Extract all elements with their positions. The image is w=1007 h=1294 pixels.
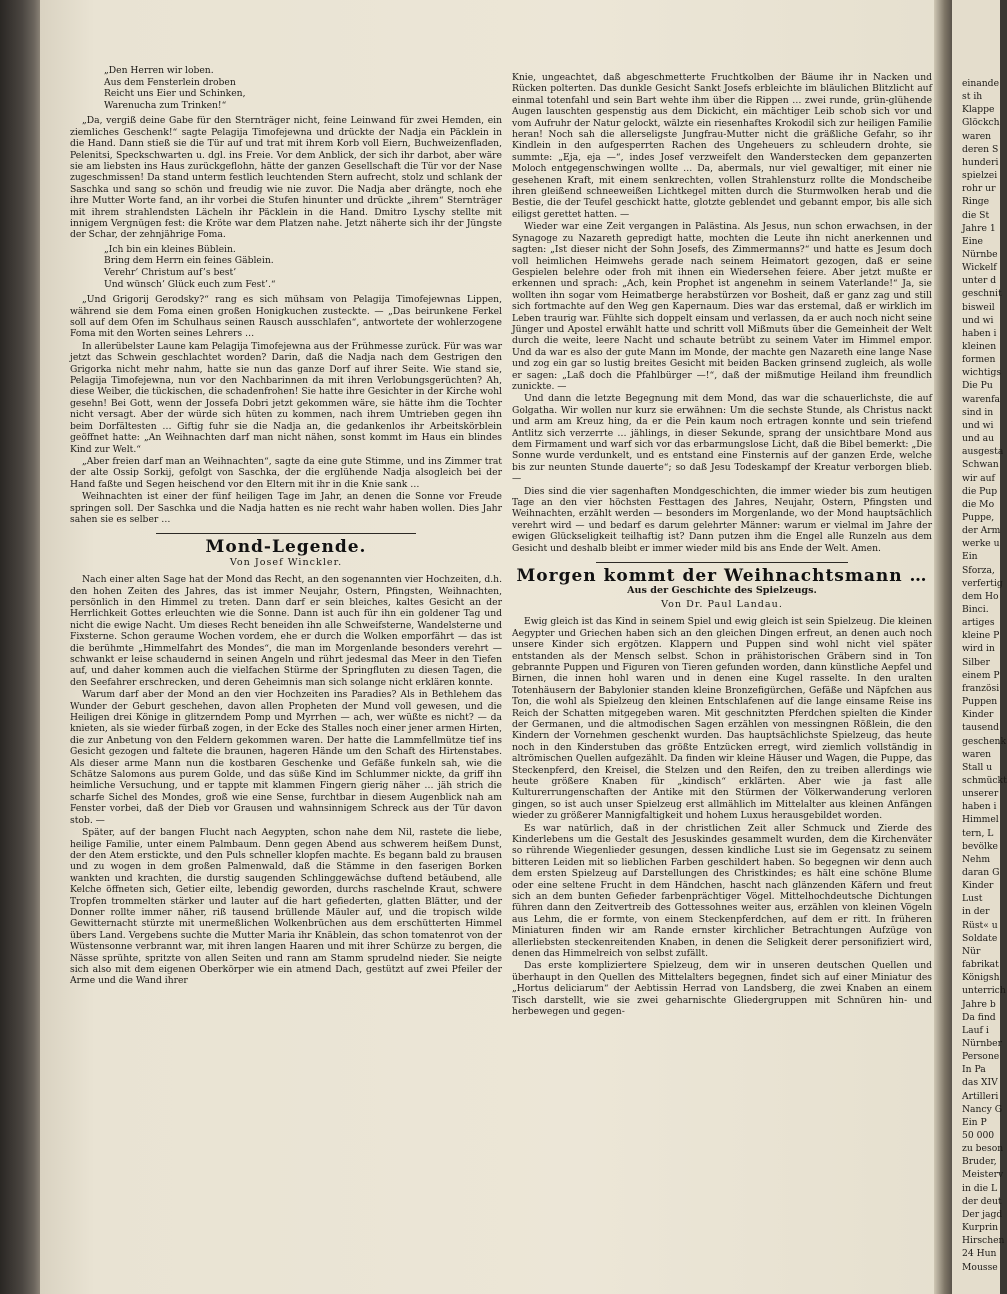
next-page-fragment: deren S (962, 143, 999, 155)
next-page-fragment: warenfa (962, 393, 1000, 405)
next-page-fragment: hunderi (962, 156, 999, 168)
next-page-fragment: Persone (962, 1051, 1000, 1063)
next-page-fragment: haben i (962, 801, 997, 813)
next-page-fragment: haben i (962, 327, 997, 339)
next-page-fragment: Nürnber (962, 1037, 1002, 1049)
next-page-fragment: daran G (962, 867, 1000, 878)
next-page-fragment: Ein P (962, 1116, 987, 1128)
next-page-fragment: Stall u (962, 761, 993, 773)
verse-line: Verehr’ Christum auf’s best’ (104, 267, 237, 279)
next-page-fragment: Schwan (962, 459, 999, 471)
right-column (512, 72, 932, 1019)
verse-line: Bring dem Herrn ein feines Gäblein. (104, 255, 274, 267)
next-page-fragment: Jahre b (962, 998, 996, 1010)
next-page-fragment: französi (962, 682, 1000, 694)
story-paragraph: „Da, vergiß deine Gabe für den Sternträger nicht, feine Leinwand für zwei Hemden, ein ziemliches Geschenk!“ sagte Pelagija Timofejewna und drückte der Nadja ein Päcklein in die Hand. Dann stieß sie die Tür auf und trat mit ihrem Korb voll Eiern, Buchweizenfladen, Pelenitsi, Speckschwarten u. dgl. ins Freie. Vor dem Anblick, der sich ihr darbot, aber wäre sie am liebsten ins Haus zurückgeflohn, hätte der ganzen Gesellschaft die Tür vor der Nase zugeschmissen! Da stand unterm festlich leuchtenden Stern aufrecht, stolz und schlank der Saschka und sang so schön und freudig wie nie zuvor. Die Nadja aber drängte, noch ehe ihre Mutter Worte fand, an ihr vorbei die Stufen hinunter und drückte „ihrem“ Sternträger mit ihrem strahlendsten Lächeln ihr Päcklein in die Hand. Dmitro Lyschy stellte mit innigem Vergnügen fest: die Kröte war dem Platzen nahe. Jetzt näherte sich ihr der Jüngste der Schar, der zehnjährige Foma. (70, 115, 502, 241)
next-page-edge (952, 0, 1007, 1294)
next-page-fragment: Bruder, (962, 1156, 997, 1168)
next-page-fragment: Meisterv (962, 1169, 1004, 1181)
next-page-fragment: unter d (962, 275, 997, 287)
next-page-fragment: Da find (962, 1011, 996, 1023)
book-binding (0, 0, 40, 1294)
next-page-fragment: dem Ho (962, 590, 999, 602)
article-author: Von Dr. Paul Landau. (661, 598, 783, 610)
next-page-fragment: Ringe (962, 196, 990, 208)
next-page-fragment: kleinen (962, 341, 997, 352)
next-page-fragment: tausend (962, 722, 1000, 734)
next-page-fragment: Silber (962, 656, 990, 668)
toy-history-paragraph: Es war natürlich, daß in der christlichen Zeit aller Schmuck und Zierde des Kinderlebens um die Gestalt des Jesuskindes gesammelt wurden, dem die Kirchenväter so rührende Wiegenlieder gesungen, dessen kindliche Lust sie im Gegensatz zu seinem bitteren Leiden mit so lieblichen Farben geschildert haben. So begegnen wir denn auch dem ersten Spielzeug auf Darstellungen des Christkindes; es hält eine schöne Blume oder eine seltene Frucht in dem Händchen, hascht nach glänzenden Käfern und freut sich an dem bunten Gefieder farbenprächtiger Vögel. Mittelhochdeutsche Dichtungen führen dann den Zeitvertreib des Gottessohnes weiter aus, erzählen von kleinen Vögeln aus Lehm, die er formte, von einem Steckenpferdchen, auf dem er ritt. In früheren Miniaturen finden wir am Rande ernster kirchlicher Betrachtungen Aufzüge von allerliebsten steckenreitenden Knaben, in denen die Seligkeit derer personifiziert wird, denen das Himmelreich von selbst zufällt. (512, 822, 932, 960)
next-page-fragment: Himmel (962, 814, 999, 826)
story-paragraph: In allerübelster Laune kam Pelagija Timofejewna aus der Frühmesse zurück. Für was war jetzt das Schwein geschlachtet worden? Darin, daß die Nadja nach dem Gestrigen den Grigorka nicht mehr nahm, hatte sie nun das ganze Dorf auf ihrer Seite. Wie stand sie, Pelagija Timofejewna, nun vor den Nachbarinnen da mit ihren Verlobungsgerüchten? Ah, diese Weiber, die tückischen, die schadenfrohen! Sie hatte ihre Gesichter in der Kirche wohl gesehn! Bei Gott, wenn der Jossefa Dobri jetzt gekommen wäre, sie hätte ihm die Tochter nicht versagt. Aber der würde sich hüten zu kommen, nach ihrem Umtrieben gegen ihn beim Dorfältesten … Giftig fuhr sie die Nadja an, die gedankenlos ihr Arbeitskörblein geöffnet hatte: „An Weihnachten darf man nicht nähen, sonst kommt im Haus ein blindes Kind zur Welt.“ (70, 340, 502, 455)
verse-line: Reicht uns Eier und Schinken, (104, 88, 246, 100)
verse-line: „Ich bin ein kleines Büblein. (104, 243, 236, 255)
next-page-fragment: Lust (962, 893, 983, 905)
verse-line: Und wünsch’ Glück euch zum Fest’.“ (104, 278, 276, 290)
verse-line: Warenucha zum Trinken!“ (104, 99, 227, 111)
next-page-fragment: Glöckch (962, 117, 1000, 129)
next-page-fragment: unterrich (962, 985, 1006, 997)
next-page-fragment: kleine P (962, 630, 1000, 642)
next-page-fragment: Lauf i (962, 1024, 989, 1036)
next-page-fragment: in die L (962, 1182, 998, 1194)
toy-history-paragraph: Das erste kompliziertere Spielzeug, dem wir in unseren deutschen Quellen und überhaupt in den Quellen des Mittelalters begegnen, findet sich auf einer Miniatur des „Hortus deliciarum“ der Aebtissin Herrad von Landsberg, die zwei Knaben an einem Tisch darstellt, wie sie zwei geharnischte Gliedergruppen mit Schnüren hin- und herbewegen und gegen- (512, 960, 932, 1018)
next-page-fragment: Puppen (962, 696, 998, 708)
next-page-fragment: Nür (962, 945, 981, 957)
next-page-fragment: artiges (962, 617, 995, 629)
story-paragraph: Weihnachten ist einer der fünf heiligen Tage im Jahr, an denen die Sonne vor Freude springen soll. Der Saschka und die Nadja hatten es nie recht wahr haben wollen. Dies Jahr sahen sie es selber … (70, 491, 502, 525)
article-title-mond-legende: Mond-Legende. (205, 537, 367, 558)
section-divider (596, 562, 848, 563)
next-page-fragment: Nehm (962, 853, 991, 865)
article-author: Von Josef Winckler. (229, 556, 343, 568)
verse-middle (104, 244, 502, 290)
next-page-fragment: waren (962, 748, 992, 760)
next-page-fragment: Klappe (962, 104, 995, 116)
next-page-fragment: der deut (962, 1195, 1002, 1207)
next-page-fragment: bisweil (962, 301, 995, 313)
legend-paragraph: Wieder war eine Zeit vergangen in Palästina. Als Jesus, nun schon erwachsen, in der Synagoge zu Nazareth gepredigt hatte, mochten die Leute ihn nicht anerkennen und sagten: „Ist dieser nicht der Sohn Josefs, des Zimmermanns?“ und hatte es Jesum doch voll heimlichen Heimwehs gerade nach seinem Heimatort gezogen, daß er seine Gespielen belehre oder froh mit ihnen ein Wiedersehen feiere. Aber jetzt mußte er erkennen und sprach: „Ach, kein Prophet ist angenehm in seinem Vaterlande!“ Ja, sie wollten ihn sogar vom Heimatberge herabstürzen vor Bosheit, daß er ganz zag und still sich fortmachte auf den Weg gen Kapernaum. Dies war das erstemal, daß er wirklich im Leben traurig war. Fühlte sich doppelt einsam und verlassen, da er auch noch nicht seine Jünger und Apostel erwählt hatte und schritt voll Mißmuts über die Gemeinheit der Welt durch die weite, leere Nacht und schaute betrübt zu seinem Vater im Himmel empor. Und da war es also der gute Mann im Monde, der machte gen Nazareth eine lange Nase und zog ein gar so lustig breites Gesicht mit beiden Backen grinsend zugleich, als wolle er sagen: „Laß doch die Pfahlbürger —!“, daß der mißmutige Heiland ihm freundlich zunickte. — (512, 221, 932, 392)
next-page-fragment: sind in (962, 406, 994, 418)
left-column (70, 62, 502, 988)
toy-history-paragraph: Ewig gleich ist das Kind in seinem Spiel und ewig gleich ist sein Spielzeug. Die kleinen Aegypter und Griechen haben sich an den gleichen Dingen erfreut, an denen auch noch unsere Kinder sich ergötzen. Klappern und Puppen sind wohl nicht viel später entstanden als der Mensch selbst. Schon in prähistorischen Gräbern sind in Ton gebrannte Puppen und Figuren von Tieren gefunden worden, dann künstliche Aepfel und Birnen, die innen hohl waren und in denen eine Kugel rasselte. In den uralten Totenhäusern der Babylonier standen kleine Bronzefigürchen, Gefäße und Näpfchen aus Ton, die wohl als Spielzeug den kleinen Entschlafenen auf die lange einsame Reise ins Reich der Schatten mitgegeben waren. Mit geschnitzten Pferdchen spielten die Kinder der Germanen, und die altmodischen Sagen erzählen von messingnen Rößlein, die den Kindern der Vornehmen geschenkt wurden. Das hauptsächlichste Spielzeug, das heute noch in den Kinderstuben das größte Entzücken erregt, wird ziemlich vollständig in altrömischen Quellen aufgezählt. Da finden wir kleine Häuser und Wagen, die Puppe, das Steckenpferd, den Kreisel, die Stelzen und den Reifen, den zu treiben allerdings wie heute größere Knaben für „kindisch“ erklärten. Aber wie ja fast alle Kulturerrungenschaften der Antike mit den Stürmen der Völkerwanderung verloren gingen, so ist auch unser Spielzeug erst allmählich im Mittelalter aus kleinen Anfängen wieder zu größerer Mannigfaltigkeit und hohem Luxus herausgebildet worden. (512, 616, 932, 822)
legend-paragraph: Später, auf der bangen Flucht nach Aegypten, schon nahe dem Nil, rastete die liebe, heilige Familie, unter einem Palmbaum. Denn gegen Abend aus schwerem heißem Dunst, der den Atem erstickte, und den Puls schneller klopfen machte. Es begann bald zu brausen und zu wogen in dem großen Palmenwald, daß die Stämme in den faserigen Borken wankten und krachten, die durstig saugenden Schlinggewächse duftend betäubend, alle Kelche öffneten sich, Getier eilte, lebendig geworden, durchs raschelnde Kraut, schwere Tropfen trommelten stärker und lauter auf die hart gefiederten, glatten Blätter, und der Donner rollte immer näher, riß tausend brüllende Mäuler auf, und die tropisch wilde Gewitternacht stürzte mit unermeßlichen Wolkenbrüchen aus dem erschütterten Himmel übers Land. Vergebens suchte die Mutter Maria ihr Knäblein, das schon tomatenrot von der Wüstensonne verbrannt war, mit ihren langen Haaren und mit ihrer Schürze zu bergen, die Nässe sprühte, spritzte von allen Seiten und rann am Stamm sprudelnd nieder. Sie neigte sich also mit dem eigenen Oberkörper wie ein atmend Dach, gestützt auf zwei Pfeiler der Arme und die Wand ihrer (70, 827, 502, 987)
next-page-fragment: wir auf (962, 472, 995, 484)
next-page-fragment: spielzei (962, 170, 998, 182)
next-page-fragment: schmückt (962, 774, 1007, 786)
next-page-fragment: die Mo (962, 498, 995, 510)
article-title-weihnachtsmann: Morgen kommt der Weihnachtsmann … (516, 566, 928, 587)
legend-paragraph: Warum darf aber der Mond an den vier Hochzeiten ins Paradies? Als in Bethlehem das Wunder der Geburt geschehen, davon allen Propheten der Mund voll gewesen, und die Heiligen drei Könige in glitzerndem Pomp und Myrrhen — ach, wer wüßte es nicht? — da knieten, als sie wieder fürbaß zogen, in der Ecke des Stalles noch einer jener armen Hirten, die zur Anbetung von den Feldern gekommen waren. Der hatte die Lammfellmütze tief ins Gesicht gezogen und faltete die braunen, hageren Hände um den Schaft des Hirtenstabes. Als dieser arme Mann nun die kostbaren Geschenke und Gefäße funkeln sah, wie die Schätze Salomons aus purem Golde, und das süße Kind im Schlummer nickte, da griff ihn heimliche Versuchung, und er tappte mit klammen Fingern gierig näher … jäh strich die scharfe Sichel des Mondes, groß wie eine Sense, furchtbar in diesem Augenblick nah am Fenster vorbei, daß der Dieb vor Grausen und wahnsinnigem Schreck aus der Tür davon stob. — (70, 689, 502, 826)
next-page-fragment: st ih (962, 91, 983, 103)
legend-paragraph: Dies sind die vier sagenhaften Mondgeschichten, die immer wieder bis zum heutigen Tage an den vier höchsten Festtagen des Jahres, Neujahr, Ostern, Pfingsten und Weihnachten, erzählt werden — besonders im Morgenlande, wo der Mond hauptsächlich verehrt wird — und bedarf es darum gelehrter Männer: warum er vielmal im Jahre der ewigen Glückseligkeit teilhaftig ist? Dann putzen ihm die Engel alle Runzeln aus dem Gesicht und deshalb bleibt er immer wieder mild bis ans Ende der Welt. Amen. (512, 485, 932, 554)
next-page-fragment: Sforza, (962, 564, 995, 576)
next-page-fragment: Königsh (962, 972, 1000, 984)
story-paragraph: „Aber freien darf man an Weihnachten“, sagte da eine gute Stimme, und ins Zimmer trat der alte Ossip Sorkij, gefolgt von Saschka, der die erglühende Nadja alsogleich bei der Hand faßte und Segen heischend vor den Eltern mit ihr in die Knie sank … (70, 455, 502, 490)
next-page-fragment: In Pa (962, 1064, 986, 1076)
next-page-fragment: in der (962, 906, 990, 918)
next-page-fragment: Puppe, (962, 511, 995, 523)
next-page-fragment: Jahre 1 (962, 222, 996, 234)
next-page-fragment: Hirschen (962, 1235, 1005, 1247)
next-page-fragment: Artilleri (962, 1090, 999, 1102)
next-page-fragment: bevölke (962, 840, 998, 852)
next-page-fragment: und au (962, 433, 995, 445)
next-page-fragment: 24 Hun (962, 1248, 997, 1260)
next-page-fragment: Wickelf (962, 262, 997, 274)
next-page-fragment: und wi (962, 314, 994, 326)
next-page-fragment: Mousse (962, 1261, 998, 1273)
next-page-fragment: Soldate (962, 932, 998, 944)
legend-paragraph: Und dann die letzte Begegnung mit dem Mond, das war die schauerlichste, die auf Golgatha. Wir wollen nur kurz sie erwähnen: Um die sechste Stunde, als Christus nackt und arm am Kreuz hing, da er die Pein kaum noch ertragen konnte und sein triefend Antlitz sich verzerrte … jählings, in dieser Sekunde, sprang der unsichtbare Mond aus dem Firmament und warf sich vor das erbarmungslose Licht, daß die Bibel bemerkt: „Die Sonne wurde verdunkelt, und es entstand eine Finsternis auf der ganzen Erde, welche bis zur neunten Stunde dauerte“; so daß Jesu Todeskampf der Kreatur verborgen blieb. — (512, 393, 932, 485)
page-gutter (934, 0, 952, 1294)
next-page-fragment: geschnit (962, 288, 1002, 300)
next-page-fragment: Binci. (962, 604, 989, 615)
next-page-fragment: formen (962, 354, 996, 366)
next-page-fragment: Die Pu (962, 380, 993, 392)
next-page-fragment: verfertig (962, 577, 1003, 589)
article-subtitle: Aus der Geschichte des Spielzeugs. (627, 585, 817, 597)
next-page-fragment: die Pup (962, 485, 998, 497)
next-page-fragment: werke u (962, 538, 1000, 550)
next-page-fragment: Nancy G (962, 1103, 1003, 1115)
legend-paragraph: Knie, ungeachtet, daß abgeschmetterte Fruchtkolben der Bäume ihr in Nacken und Rücken polterten. Das dunkle Gesicht Sankt Josefs erbleichte im bläulichen Blitzlicht auf einmal totenfahl und sein Bart wehte ihm über die Rippen … zwei runde, grün-glühende Augen lauschten gespenstig aus dem Dickicht, ein mächtiger Leib schob sich vor und vom Aufruhr der Natur gelockt, wälzte ein riesenhaftes Krokodil sich zur heiligen Familie heran! Noch sah die allerseligste Jungfrau-Mutter nicht die gräßliche Gefahr, so ihr Kindlein in den aufgesperrten Rachen des Ungeheuers zu schleudern drohte, sie summte: „Eja, eja —“, indes Josef verzweifelt den Wanderstecken dem gepanzerten Moloch entgegenschwingen wollte … Da, abermals, nur viel gewaltiger, mit einer nie gesehenen Kraft, mit einem senkrechten, vollen Strahlensturz rollte die Mondscheibe ihren gleißend schneeweißen Lichtkegel mitten durch die Sturmwolken herab und die Bestie, die der Teufel geschickt hatte, glotzte geblendet und gebannt empor, bis alle sich eiligst gerettet hatten. — (512, 72, 932, 220)
next-page-fragment: 50 000 (962, 1130, 995, 1141)
next-page-fragment: zu beson (962, 1143, 1004, 1155)
next-page-fragment: einande (962, 78, 1000, 89)
next-page-fragment: Kinder (962, 880, 994, 892)
next-page-fragment: Eine (962, 235, 983, 247)
legend-paragraph: Nach einer alten Sage hat der Mond das Recht, an den sogenannten vier Hochzeiten, d.h. den hohen Zeiten des Jahres, das ist immer Neujahr, Ostern, Pfingsten, Weihnachten, persönlich in den Himmel zu treten. Dann darf er sein bleiches, kaltes Gesicht an der Herrlichkeit Gottes erleuchten wie die Sonne. Dann ist auch für ihn ein goldener Tag und nicht die ewige Nacht. Um dieses Recht beneiden ihn alle Schweifsterne, Wandelsterne und Fixsterne. Schon geraume Wochen vordem, ehe er durch die Wolken emporfährt — das ist die berühmte „Himmelfahrt des Mondes“, die man im Morgenlande besonders verehrt — schwankt er leise schaudernd in seinen Angeln und rührt jedesmal das Meer in den Tiefen auf, und daher kommen auch die vielfachen Stürme der Springfluten zu diesen Tagen, die den Seefahrer erschrecken, und deren Geheimnis man sich solange nicht erklären konnte. (70, 574, 502, 688)
story-paragraph: „Und Grigorij Gerodsky?“ rang es sich mühsam von Pelagija Timofejewnas Lippen, während sie dem Foma einen großen Honigkuchen zusteckte. — „Das beirunkene Ferkel soll auf dem Ofen im Schulhaus seinen Rausch ausschlafen“, antwortete der wohlerzogene Foma mit den Worten seines Lehrers … (70, 294, 502, 340)
verse-top (104, 65, 502, 111)
next-page-fragment: Nürnbe (962, 248, 998, 260)
next-page-fragment: rohr ur (962, 183, 996, 195)
section-divider (156, 533, 415, 534)
verse-line: Aus dem Fensterlein droben (104, 76, 236, 88)
next-page-fragment: Kinder (962, 709, 994, 721)
next-page-fragment: und wi (962, 419, 994, 431)
next-page-fragment: Kurprin (962, 1222, 999, 1234)
next-page-fragment: geschenk (962, 735, 1007, 747)
next-page-fragment: einem P (962, 669, 1000, 681)
next-page-fragment: Der jagd (962, 1208, 1003, 1220)
next-page-fragment: der Arm (962, 525, 1001, 537)
verse-line: „Den Herren wir loben. (104, 65, 214, 76)
next-page-fragment: Rüst« u (962, 919, 998, 931)
next-page-fragment: waren (962, 130, 992, 142)
next-page-fragment: Ein (962, 551, 978, 563)
next-page-fragment: unserer (962, 788, 999, 800)
next-page-fragment: das XIV (962, 1077, 998, 1089)
next-page-fragment: tern, L (962, 827, 994, 839)
next-page-fragment: fabrikat (962, 959, 999, 971)
next-page-fragment: die St (962, 209, 990, 221)
next-page-fragment: wichtigs (962, 367, 1002, 379)
next-page-fragment: wird in (962, 643, 995, 655)
next-page-fragment: ausgesta (962, 446, 1004, 458)
